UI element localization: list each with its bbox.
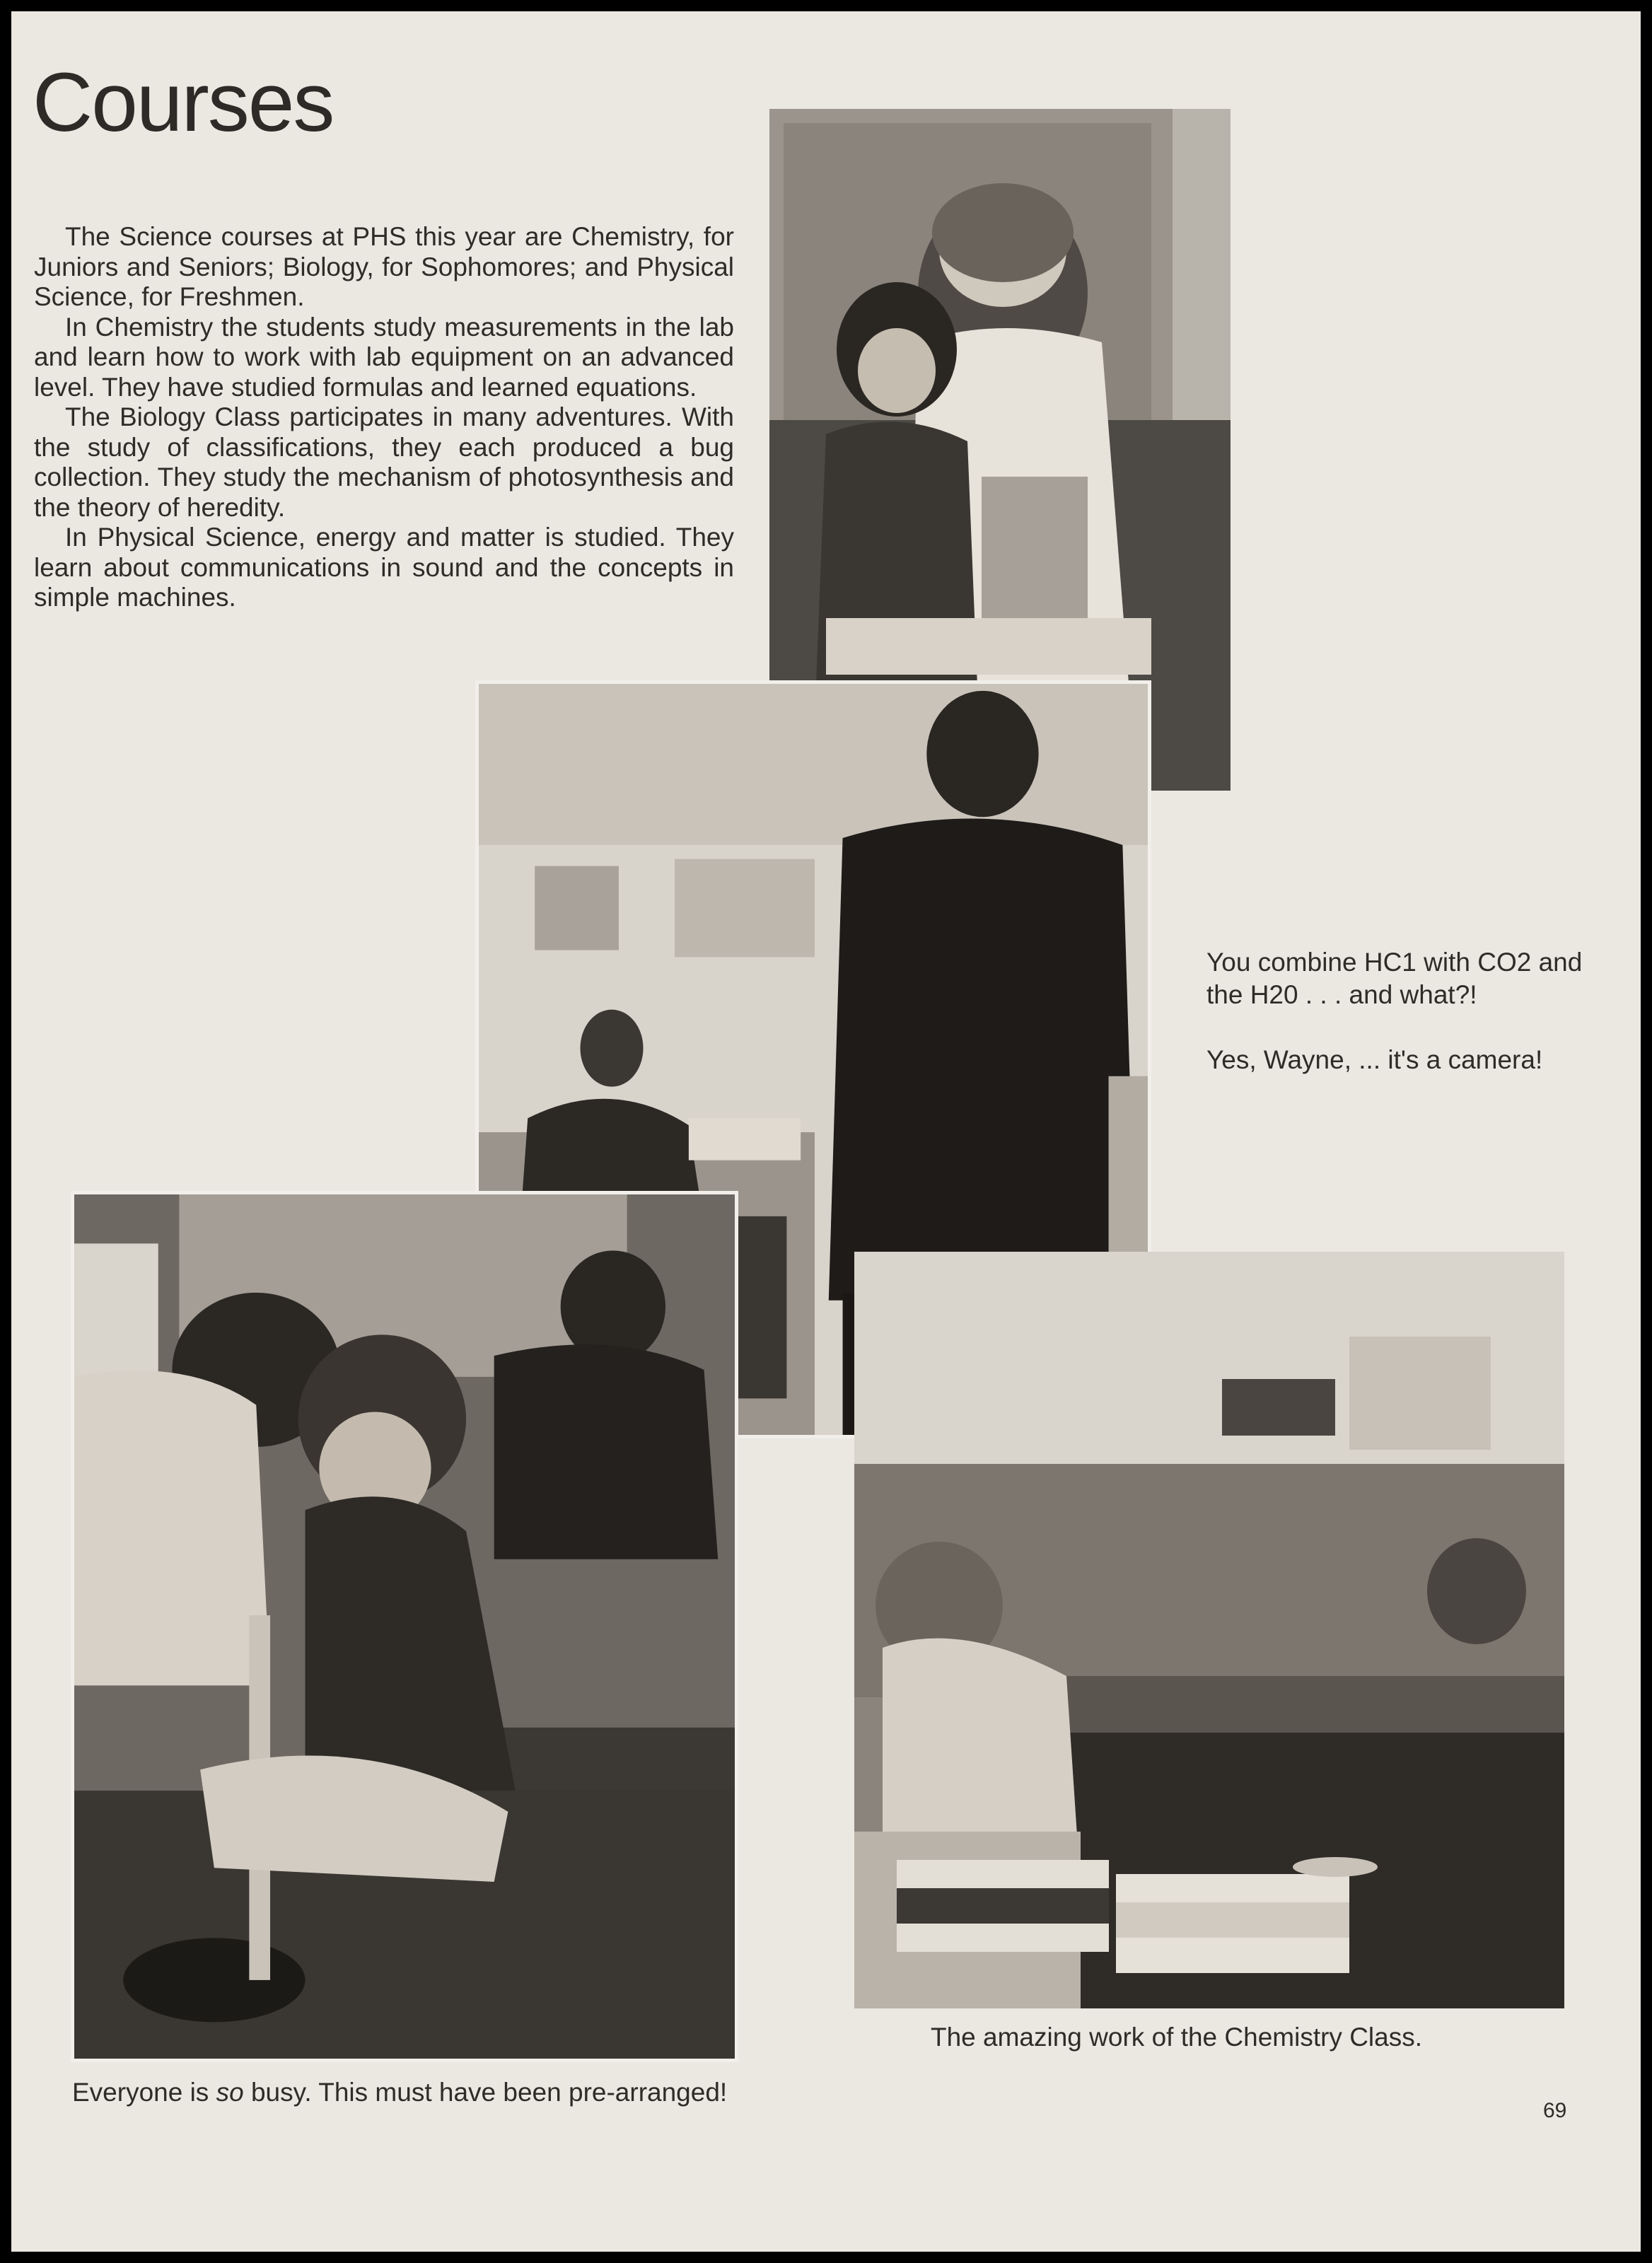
article-paragraph: In Physical Science, energy and matter is studied. They learn about communications in sound and the concepts in simple machines.: [34, 523, 734, 612]
caption-busy-prefix: Everyone is: [72, 2078, 216, 2107]
article-paragraph: In Chemistry the students study measurements in the lab and learn how to work with lab equipment on an advanced level. They have studied formulas and learned equations.: [34, 312, 734, 402]
page-number: 69: [1543, 2099, 1567, 2122]
caption-busy-suffix: busy. This must have been pre-arranged!: [243, 2078, 728, 2107]
caption-busy-text: [72, 2076, 737, 2109]
article-paragraph: The Biology Class participates in many adventures. With the study of classifications, they each produced a bug collection. They study the mechanism of photosynthesis and the theory of heredity.: [34, 402, 734, 522]
caption-teacher-line2: Yes, Wayne, ... it's a camera!: [1206, 1045, 1543, 1074]
caption-teacher: [1206, 946, 1584, 1076]
article-paragraph: The Science courses at PHS this year are Chemistry, for Juniors and Seniors; Biology, for Sophomores; and Physical Science, for Freshmen.: [34, 222, 734, 311]
caption-chemistry-class: [931, 2021, 1496, 2054]
caption-teacher-line1: You combine HC1 with CO2 and the H20 . . . and what?!: [1206, 948, 1583, 1009]
photo-students-lab-bench: [71, 1191, 738, 2062]
yearbook-page: [11, 11, 1641, 2252]
page-title: Courses: [33, 56, 334, 149]
article-body: [34, 222, 734, 613]
caption-chemistry-text: The amazing work of the Chemistry Class.: [931, 2023, 1423, 2052]
caption-busy-emphasis: so: [216, 2078, 244, 2107]
photo-chemistry-classroom: [854, 1252, 1564, 2008]
caption-busy-students: [72, 2076, 737, 2109]
